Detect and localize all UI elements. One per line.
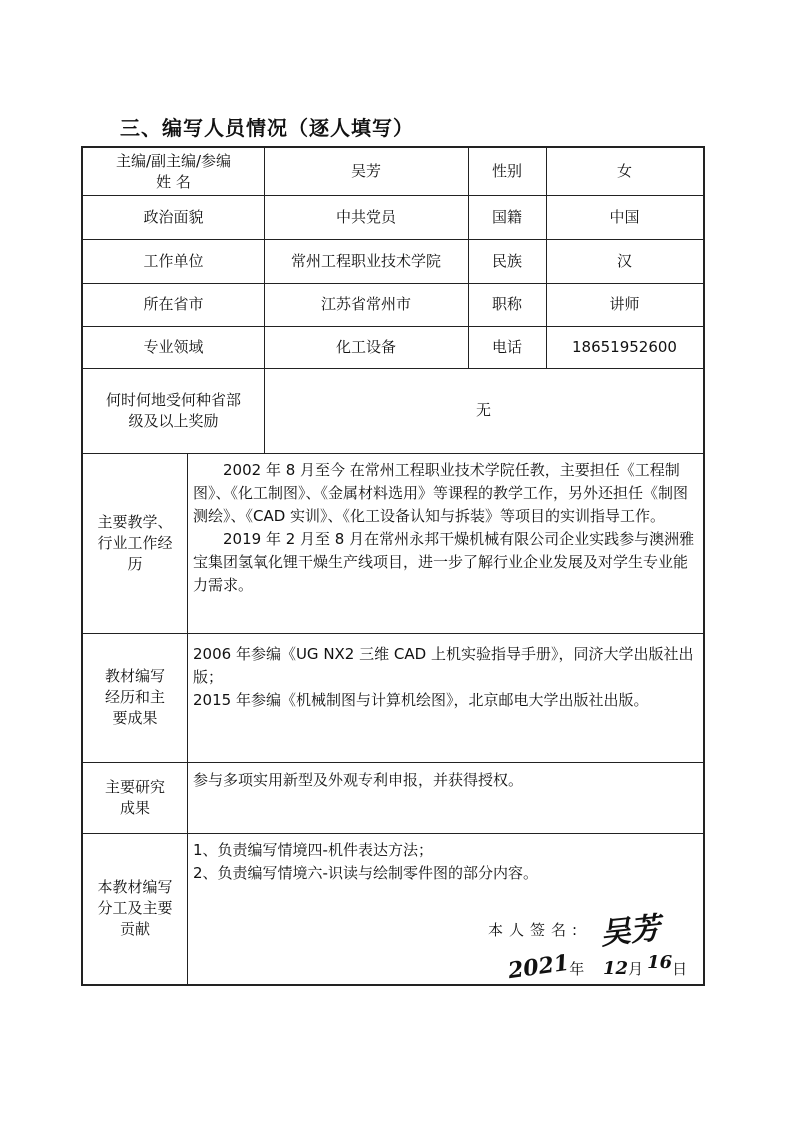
value-awards: 无 bbox=[475, 401, 491, 419]
value-phone: 18651952600 bbox=[572, 337, 677, 356]
label-research: 主要研究成果 bbox=[104, 777, 165, 817]
label-phone: 电话 bbox=[491, 337, 522, 356]
value-ethnicity: 汉 bbox=[616, 251, 632, 270]
signature-label: 本人签名: bbox=[488, 921, 584, 939]
date-month-unit: 月 bbox=[628, 960, 644, 978]
experience-content bbox=[193, 459, 699, 597]
label-work-unit: 工作单位 bbox=[143, 251, 204, 270]
date-month: 12 bbox=[603, 958, 629, 979]
value-specialty: 化工设备 bbox=[335, 337, 396, 356]
date-year-unit: 年 bbox=[569, 960, 585, 978]
experience-paragraph-2: 2019 年 2 月至 8 月在常州永邦干燥机械有限公司企业实践参与澳洲雅宝集团氢氧化锂干燥生产线项目，进一步了解行业企业发展及对学生专业能力需求。 bbox=[193, 530, 695, 594]
personnel-form-table bbox=[81, 146, 705, 986]
value-gender: 女 bbox=[616, 162, 632, 180]
contribution-content bbox=[193, 839, 699, 885]
textbooks-paragraph-2: 2015 年参编《机械制图与计算机绘图》，北京邮电大学出版社出版。 bbox=[193, 691, 649, 709]
label-editor-name: 主编/副主编/参编 姓 名 bbox=[115, 151, 232, 191]
value-name: 吴芳 bbox=[350, 162, 381, 180]
label-nationality: 国籍 bbox=[491, 207, 522, 226]
label-gender: 性别 bbox=[491, 162, 522, 180]
value-nationality: 中国 bbox=[609, 207, 640, 226]
label-political-status: 政治面貌 bbox=[143, 207, 204, 226]
experience-paragraph-1: 2002 年 8 月至今 在常州工程职业技术学院任教，主要担任《工程制图》、《化工制图》、《金属材料选用》等课程的教学工作，另外还担任《制图测绘》、《CAD 实训》、《化工设备认知与拆装》等项目的实训指导工作。 bbox=[193, 461, 689, 525]
date-day: 16 bbox=[647, 952, 673, 973]
value-political-status: 中共党员 bbox=[335, 207, 396, 226]
value-province-city: 江苏省常州市 bbox=[320, 295, 411, 313]
label-specialty: 专业领域 bbox=[143, 337, 204, 356]
label-province-city: 所在省市 bbox=[143, 295, 204, 313]
label-experience: 主要教学、行业工作经历 bbox=[97, 512, 173, 573]
label-title: 职称 bbox=[491, 295, 522, 313]
label-ethnicity: 民族 bbox=[491, 251, 522, 270]
label-textbooks: 教材编写经历和主要成果 bbox=[104, 667, 165, 727]
section-title: 三、编写人员情况（逐人填写） bbox=[120, 116, 414, 140]
research-content: 参与多项实用新型及外观专利申报，并获得授权。 bbox=[193, 771, 524, 789]
label-awards: 何时何地受何种省部级及以上奖励 bbox=[105, 390, 241, 430]
label-contribution: 本教材编写分工及主要贡献 bbox=[97, 878, 173, 938]
signature-date bbox=[506, 949, 688, 985]
textbooks-content bbox=[193, 643, 699, 712]
date-day-unit: 日 bbox=[672, 960, 688, 978]
value-work-unit: 常州工程职业技术学院 bbox=[290, 251, 441, 270]
textbooks-paragraph-1: 2006 年参编《UG NX2 三维 CAD 上机实验指导手册》，同济大学出版社出版； bbox=[193, 645, 694, 686]
contribution-item-2: 2、负责编写情境六-识读与绘制零件图的部分内容。 bbox=[193, 864, 538, 882]
contribution-item-1: 1、负责编写情境四-机件表达方法； bbox=[193, 841, 433, 859]
value-title: 讲师 bbox=[609, 295, 640, 313]
handwritten-signature: 吴芳 bbox=[598, 910, 663, 953]
date-year: 2021 bbox=[506, 949, 571, 985]
